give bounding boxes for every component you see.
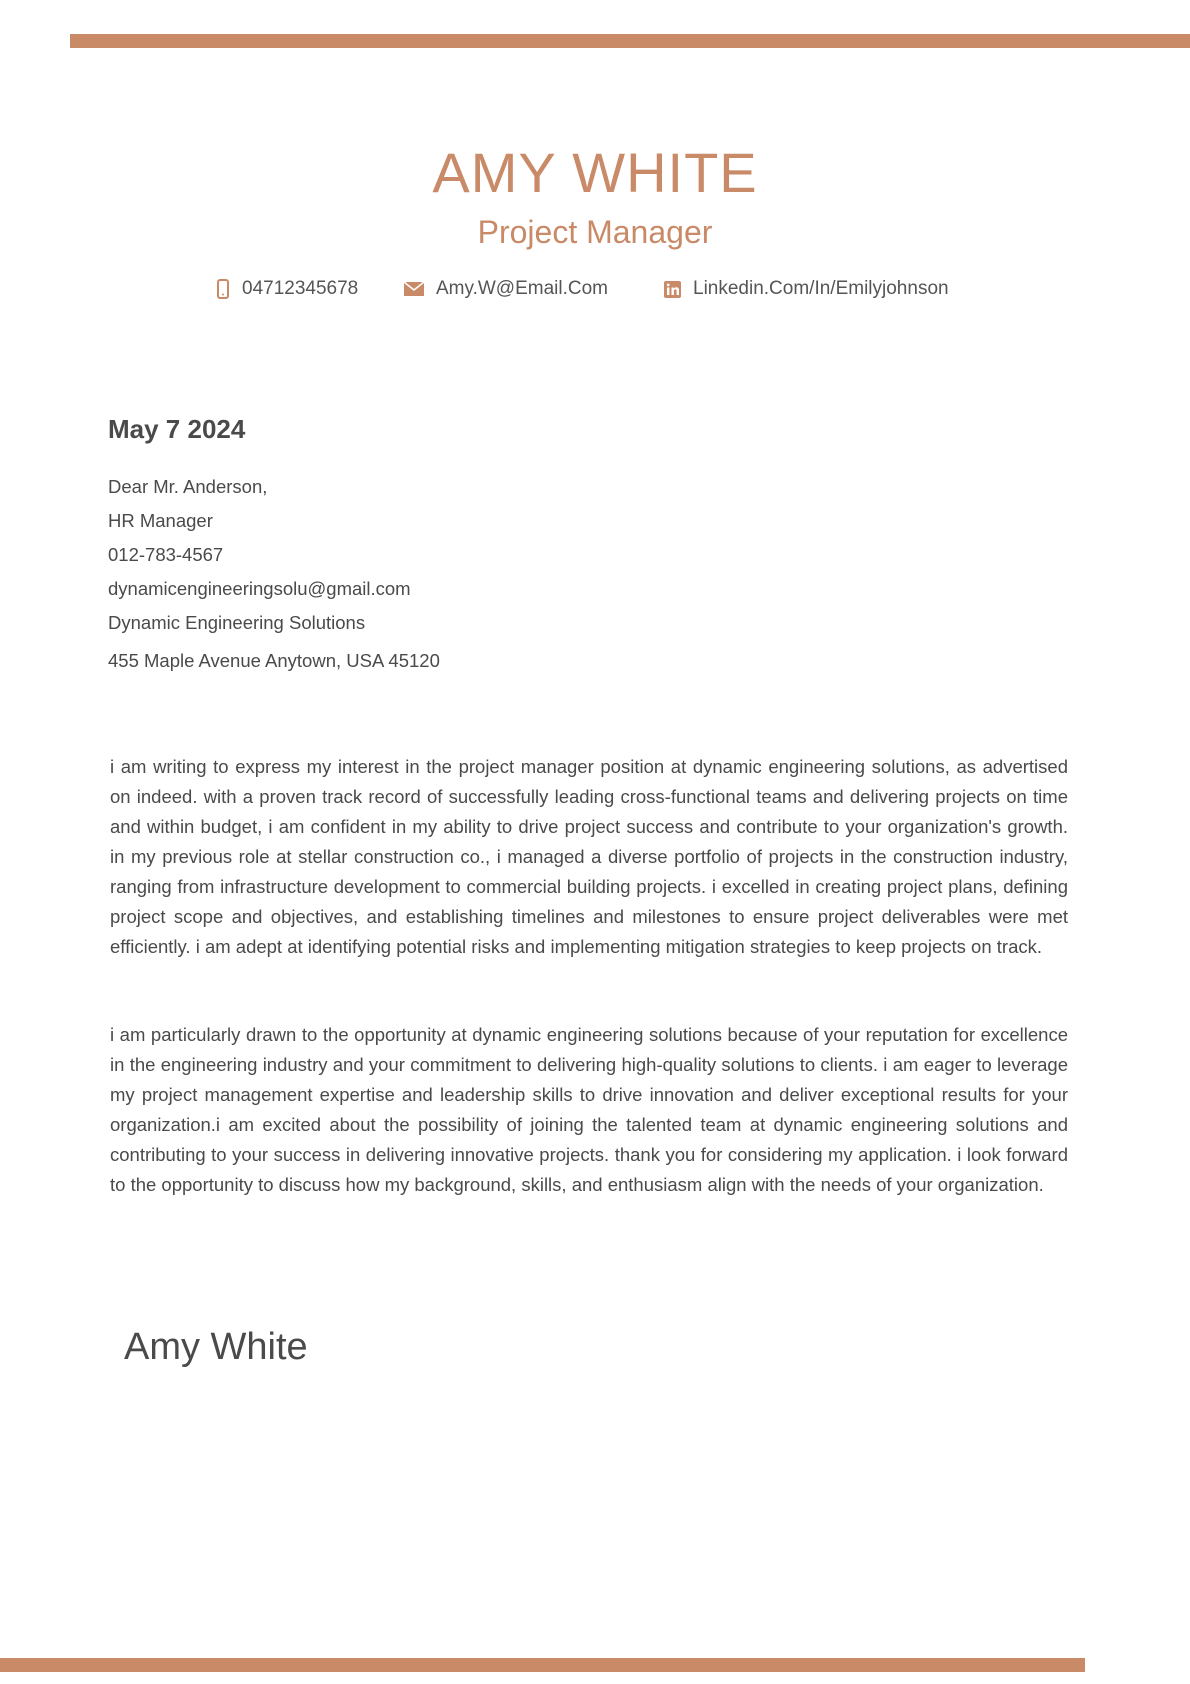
contact-row [0,278,1190,308]
top-accent-bar [70,34,1190,48]
contact-linkedin[interactable] [664,278,949,300]
contact-linkedin-text: Linkedin.Com/In/Emilyjohnson [693,278,949,299]
contact-email[interactable] [404,278,608,300]
signature: Amy White [124,1326,308,1368]
letter-date: May 7 2024 [108,414,246,444]
recipient-email: dynamicengineeringsolu@gmail.com [108,578,411,599]
recipient-phone: 012-783-4567 [108,544,224,565]
body-paragraph-2: i am particularly drawn to the opportunity at dynamic engineering solutions because of your reputation for excellence in the engineering industry and your commitment to delivering high-quality solutions to clients. i am eager to leverage my project management expertise and leadership skills to drive innovation and deliver exceptional results for your organization.i am excited about the possibility of joining the talented team at dynamic engineering solutions and contributing to your success in delivering innovative projects. thank you for considering my application. i look forward to the opportunity to discuss how my background, skills, and enthusiasm align with the needs of your organization. [110,1024,1068,1195]
body-paragraph-1: i am writing to express my interest in the project manager position at dynamic engineering solutions, as advertised on indeed. with a proven track record of successfully leading cross-functional teams and delivering projects on time and within budget, i am confident in my ability to drive project success and contribute to your organization's growth. in my previous role at stellar construction co., i managed a diverse portfolio of projects in the construction industry, ranging from infrastructure development to commercial building projects. i excelled in creating project plans, defining project scope and objectives, and establishing timelines and milestones to ensure project deliverables were met efficiently. i am adept at identifying potential risks and implementing mitigation strategies to keep projects on track. [110,756,1068,957]
letter-header [0,138,1190,252]
linkedin-icon [664,281,681,298]
phone-icon [216,279,230,299]
bottom-accent-bar [0,1658,1085,1672]
recipient-block [108,470,440,678]
recipient-salutation: Dear Mr. Anderson, [108,476,268,497]
recipient-company: Dynamic Engineering Solutions [108,612,366,633]
contact-phone[interactable] [216,278,358,300]
email-icon [404,282,424,296]
contact-phone-text: 04712345678 [242,278,359,299]
applicant-name: AMY WHITE [432,141,758,204]
contact-email-text: Amy.W@Email.Com [436,278,608,299]
recipient-address: 455 Maple Avenue Anytown, USA 45120 [108,650,440,671]
recipient-role: HR Manager [108,510,213,531]
applicant-title: Project Manager [477,214,713,250]
